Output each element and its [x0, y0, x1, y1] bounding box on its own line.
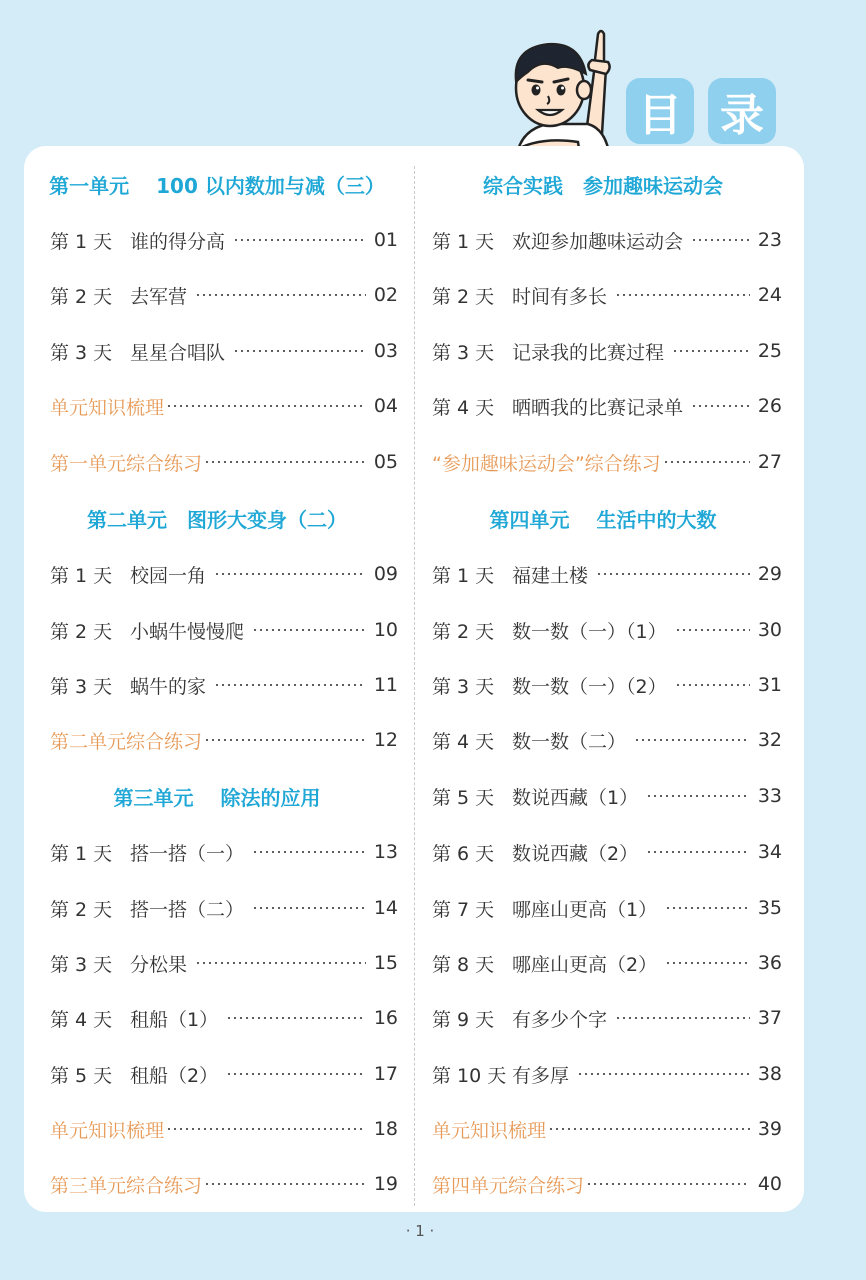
toc-review-entry[interactable]	[50, 1169, 398, 1199]
title-char-mu: 目	[626, 78, 694, 144]
entry-title: 单元知识梳理	[50, 396, 165, 419]
entry-page: 29	[757, 563, 782, 585]
entry-title: 租船（2）	[130, 1064, 219, 1087]
entry-title: 数一数（一）（2）	[512, 675, 667, 698]
entry-day: 第 10 天	[432, 1064, 507, 1087]
dot-leader	[691, 239, 750, 241]
toc-entry[interactable]	[50, 336, 398, 366]
toc-entry[interactable]	[432, 893, 782, 923]
toc-entry[interactable]	[50, 615, 398, 645]
entry-title: 第一单元综合练习	[50, 452, 203, 475]
unit-heading: 综合实践 参加趣味运动会	[483, 173, 723, 198]
entry-day: 第 2 天	[50, 620, 113, 643]
toc-entry[interactable]	[50, 893, 398, 923]
entry-title: 晒晒我的比赛记录单	[512, 396, 684, 419]
dot-leader	[615, 1017, 750, 1019]
entry-day: 第 1 天	[50, 230, 113, 253]
entry-page: 40	[757, 1173, 782, 1195]
toc-review-entry[interactable]	[50, 725, 398, 755]
dot-leader	[672, 350, 750, 352]
boy-mascot-illustration	[498, 24, 620, 162]
entry-page: 33	[757, 785, 782, 807]
dot-leader	[615, 294, 750, 296]
entry-day: 第 3 天	[50, 341, 113, 364]
unit-heading: 第四单元 生活中的大数	[489, 507, 717, 532]
toc-entry[interactable]	[50, 948, 398, 978]
toc-entry[interactable]	[50, 559, 398, 589]
entry-page: 09	[373, 563, 398, 585]
toc-entry[interactable]	[50, 225, 398, 255]
entry-day: 第 3 天	[432, 675, 495, 698]
entry-title: 分松果	[130, 953, 188, 976]
toc-entry[interactable]	[432, 391, 782, 421]
entry-page: 35	[757, 897, 782, 919]
dot-leader	[204, 1183, 366, 1185]
entry-title: 搭一搭（二）	[130, 898, 245, 921]
entry-page: 36	[757, 952, 782, 974]
entry-page: 04	[373, 395, 398, 417]
entry-day: 第 2 天	[50, 285, 113, 308]
entry-page: 39	[757, 1118, 782, 1140]
entry-title: 蜗牛的家	[130, 675, 207, 698]
entry-day: 第 1 天	[432, 230, 495, 253]
entry-page: 25	[757, 340, 782, 362]
entry-page: 38	[757, 1063, 782, 1085]
toc-review-entry[interactable]	[50, 447, 398, 477]
entry-title: 单元知识梳理	[50, 1119, 165, 1142]
dot-leader	[195, 962, 366, 964]
entry-title: 记录我的比赛过程	[512, 341, 665, 364]
entry-day: 第 2 天	[432, 285, 495, 308]
entry-day: 第 4 天	[432, 730, 495, 753]
toc-review-entry[interactable]	[50, 391, 398, 421]
entry-page: 19	[373, 1173, 398, 1195]
unit-heading: 第一单元 100 以内数加与减（三）	[49, 173, 385, 198]
dot-leader	[691, 405, 750, 407]
entry-title: 单元知识梳理	[432, 1119, 547, 1142]
entry-page: 18	[373, 1118, 398, 1140]
toc-entry[interactable]	[50, 670, 398, 700]
dot-leader	[233, 239, 366, 241]
title-char-lu: 录	[708, 78, 776, 144]
entry-page: 32	[757, 729, 782, 751]
entry-title: 小蜗牛慢慢爬	[130, 620, 245, 643]
dot-leader	[675, 629, 750, 631]
entry-title: 哪座山更高（2）	[512, 953, 658, 976]
entry-page: 05	[373, 451, 398, 473]
entry-day: 第 1 天	[432, 564, 495, 587]
dot-leader	[166, 405, 366, 407]
toc-entry[interactable]	[432, 615, 782, 645]
toc-review-entry[interactable]	[432, 1169, 782, 1199]
entry-day: 第 3 天	[50, 675, 113, 698]
entry-title: 第二单元综合练习	[50, 730, 203, 753]
entry-page: 12	[373, 729, 398, 751]
entry-title: 哪座山更高（1）	[512, 898, 658, 921]
dot-leader	[577, 1073, 750, 1075]
dot-leader	[204, 461, 366, 463]
entry-page: 03	[373, 340, 398, 362]
toc-entry[interactable]	[432, 725, 782, 755]
entry-day: 第 3 天	[50, 953, 113, 976]
toc-review-entry[interactable]	[432, 447, 782, 477]
entry-page: 34	[757, 841, 782, 863]
entry-title: 去军营	[130, 285, 188, 308]
entry-title: 数说西藏（2）	[512, 842, 639, 865]
toc-review-entry[interactable]	[432, 1114, 782, 1144]
dot-leader	[233, 350, 366, 352]
entry-page: 02	[373, 284, 398, 306]
entry-day: 第 8 天	[432, 953, 495, 976]
toc-entry[interactable]	[432, 225, 782, 255]
entry-day: 第 2 天	[432, 620, 495, 643]
entry-page: 27	[757, 451, 782, 473]
dot-leader	[548, 1128, 750, 1130]
dot-leader	[166, 1128, 366, 1130]
entry-page: 16	[373, 1007, 398, 1029]
entry-title: 欢迎参加趣味运动会	[512, 230, 684, 253]
entry-title: 搭一搭（一）	[130, 842, 245, 865]
dot-leader	[586, 1183, 750, 1185]
dot-leader	[596, 573, 750, 575]
entry-day: 第 4 天	[50, 1008, 113, 1031]
entry-page: 23	[757, 229, 782, 251]
entry-page: 15	[373, 952, 398, 974]
entry-day: 第 9 天	[432, 1008, 495, 1031]
toc-entry[interactable]	[432, 948, 782, 978]
toc-review-entry[interactable]	[50, 1114, 398, 1144]
dot-leader	[663, 461, 750, 463]
entry-title: 第三单元综合练习	[50, 1174, 203, 1197]
dot-leader	[665, 907, 750, 909]
dot-leader	[226, 1073, 366, 1075]
toc-entry[interactable]	[50, 1003, 398, 1033]
entry-title: 有多少个字	[512, 1008, 608, 1031]
entry-page: 37	[757, 1007, 782, 1029]
dot-leader	[665, 962, 750, 964]
toc-entry[interactable]	[432, 781, 782, 811]
page-number: · 1 ·	[405, 1222, 435, 1240]
dot-leader	[634, 739, 750, 741]
entry-day: 第 3 天	[432, 341, 495, 364]
dot-leader	[646, 851, 750, 853]
entry-page: 13	[373, 841, 398, 863]
dot-leader	[252, 907, 366, 909]
toc-entry[interactable]	[50, 837, 398, 867]
entry-page: 24	[757, 284, 782, 306]
entry-day: 第 1 天	[50, 842, 113, 865]
entry-page: 11	[373, 674, 398, 696]
dot-leader	[252, 851, 366, 853]
entry-title: 校园一角	[130, 564, 207, 587]
entry-title: 数一数（二）	[512, 730, 627, 753]
entry-title: 谁的得分高	[130, 230, 226, 253]
entry-page: 31	[757, 674, 782, 696]
dot-leader	[214, 573, 366, 575]
toc-entry[interactable]	[50, 280, 398, 310]
entry-day: 第 7 天	[432, 898, 495, 921]
entry-title: 数一数（一）（1）	[512, 620, 667, 643]
entry-title: 福建土楼	[512, 564, 589, 587]
entry-day: 第 5 天	[50, 1064, 113, 1087]
toc-entry[interactable]	[432, 280, 782, 310]
toc-entry[interactable]	[432, 559, 782, 589]
entry-page: 30	[757, 619, 782, 641]
toc-entry[interactable]	[432, 336, 782, 366]
dot-leader	[226, 1017, 366, 1019]
dot-leader	[675, 684, 750, 686]
entry-day: 第 5 天	[432, 786, 495, 809]
unit-heading: 第三单元 除法的应用	[113, 785, 321, 810]
dot-leader	[646, 795, 750, 797]
toc-entry[interactable]	[432, 670, 782, 700]
entry-day: 第 6 天	[432, 842, 495, 865]
entry-title: 星星合唱队	[130, 341, 226, 364]
entry-day: 第 4 天	[432, 396, 495, 419]
entry-title: 时间有多长	[512, 285, 608, 308]
entry-title: 第四单元综合练习	[432, 1174, 585, 1197]
dot-leader	[204, 739, 366, 741]
entry-title: 有多厚	[512, 1064, 570, 1087]
toc-entry[interactable]	[432, 1003, 782, 1033]
entry-page: 10	[373, 619, 398, 641]
entry-title: 租船（1）	[130, 1008, 219, 1031]
entry-page: 14	[373, 897, 398, 919]
dot-leader	[252, 629, 366, 631]
entry-day: 第 1 天	[50, 564, 113, 587]
unit-heading: 第二单元 图形大变身（二）	[87, 507, 347, 532]
entry-title: “参加趣味运动会”综合练习	[432, 452, 661, 475]
column-divider	[414, 166, 415, 1206]
dot-leader	[214, 684, 366, 686]
entry-title: 数说西藏（1）	[512, 786, 639, 809]
entry-page: 26	[757, 395, 782, 417]
entry-page: 01	[373, 229, 398, 251]
dot-leader	[195, 294, 366, 296]
toc-entry[interactable]	[432, 837, 782, 867]
toc-entry[interactable]	[432, 1059, 782, 1089]
toc-entry[interactable]	[50, 1059, 398, 1089]
entry-page: 17	[373, 1063, 398, 1085]
entry-day: 第 2 天	[50, 898, 113, 921]
